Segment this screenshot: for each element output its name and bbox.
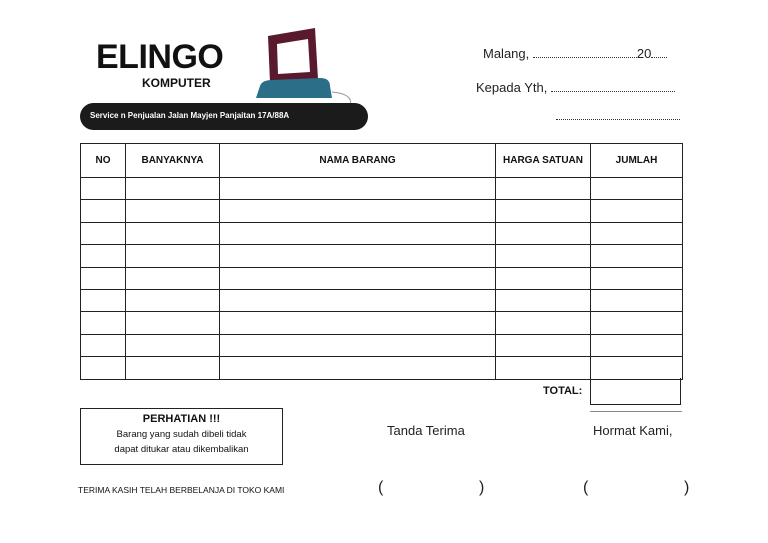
date-dots[interactable] — [533, 57, 637, 58]
table-cell[interactable] — [220, 334, 496, 356]
table-cell[interactable] — [126, 178, 220, 200]
brand-subtitle: KOMPUTER — [142, 76, 211, 90]
receiver-signature-label: Tanda Terima — [387, 423, 465, 438]
table-header-row — [81, 144, 683, 178]
col-amount: JUMLAH — [591, 144, 683, 178]
recipient-label: Kepada Yth, — [476, 80, 548, 95]
table-cell[interactable] — [126, 334, 220, 356]
table-cell[interactable] — [81, 200, 126, 222]
table-cell[interactable] — [81, 222, 126, 244]
table-cell[interactable] — [496, 222, 591, 244]
table-cell[interactable] — [591, 200, 683, 222]
table-row — [81, 267, 683, 289]
notice-line-2: dapat ditukar atau dikembalikan — [114, 444, 249, 455]
recipient-line — [476, 80, 675, 95]
table-cell[interactable] — [220, 289, 496, 311]
table-cell[interactable] — [126, 289, 220, 311]
table-cell[interactable] — [81, 178, 126, 200]
receiver-paren-open: ( — [378, 479, 384, 496]
table-cell[interactable] — [496, 357, 591, 379]
table-cell[interactable] — [591, 334, 683, 356]
recipient-line-2 — [556, 108, 680, 123]
table-row — [81, 289, 683, 311]
tagline: Service n Penjualan Jalan Mayjen Panjaitan 17A/88A — [90, 111, 290, 120]
footer-thanks: TERIMA KASIH TELAH BERBELANJA DI TOKO KAMI — [78, 485, 285, 495]
table-cell[interactable] — [126, 267, 220, 289]
table-cell[interactable] — [126, 357, 220, 379]
table-cell[interactable] — [496, 289, 591, 311]
table-row — [81, 334, 683, 356]
table-cell[interactable] — [220, 178, 496, 200]
table-cell[interactable] — [591, 222, 683, 244]
notice-line-1: Barang yang sudah dibeli tidak — [116, 429, 247, 440]
table-body — [81, 178, 683, 380]
table-cell[interactable] — [591, 267, 683, 289]
table-cell[interactable] — [126, 222, 220, 244]
table-row — [81, 357, 683, 379]
table-cell[interactable] — [81, 357, 126, 379]
table-cell[interactable] — [220, 357, 496, 379]
table-cell[interactable] — [496, 245, 591, 267]
table-cell[interactable] — [81, 245, 126, 267]
notice-title: PERHATIAN !!! — [142, 413, 221, 425]
table-cell[interactable] — [591, 245, 683, 267]
tagline-bar — [80, 103, 368, 130]
recipient-dots-2[interactable] — [556, 119, 680, 120]
table-row — [81, 200, 683, 222]
total-underline — [590, 411, 682, 412]
table-row — [81, 312, 683, 334]
sender-paren-open: ( — [583, 479, 589, 496]
col-item-name: NAMA BARANG — [220, 144, 496, 178]
table-cell[interactable] — [126, 200, 220, 222]
table-cell[interactable] — [81, 312, 126, 334]
table-cell[interactable] — [496, 334, 591, 356]
col-no: NO — [81, 144, 126, 178]
col-unit-price: HARGA SATUAN — [496, 144, 591, 178]
col-qty: BANYAKNYA — [126, 144, 220, 178]
table-cell[interactable] — [591, 312, 683, 334]
table-cell[interactable] — [126, 245, 220, 267]
table-cell[interactable] — [591, 178, 683, 200]
total-label: TOTAL: — [543, 385, 583, 397]
table-cell[interactable] — [81, 289, 126, 311]
table-cell[interactable] — [220, 222, 496, 244]
receiver-paren-close: ) — [479, 479, 485, 496]
sender-paren-close: ) — [684, 479, 690, 496]
table-cell[interactable] — [591, 289, 683, 311]
total-cell[interactable] — [590, 378, 681, 405]
table-row — [81, 245, 683, 267]
table-cell[interactable] — [220, 267, 496, 289]
table-cell[interactable] — [220, 312, 496, 334]
table-row — [81, 222, 683, 244]
brand-name: ELINGO — [96, 38, 224, 76]
sender-signature-label: Hormat Kami, — [593, 423, 673, 438]
notice-box — [80, 408, 283, 465]
recipient-dots[interactable] — [551, 91, 675, 92]
table-row — [81, 178, 683, 200]
year-prefix: 20 — [636, 46, 652, 61]
table-cell[interactable] — [591, 357, 683, 379]
table-cell[interactable] — [220, 200, 496, 222]
table-cell[interactable] — [126, 312, 220, 334]
date-line — [483, 46, 667, 61]
table-cell[interactable] — [81, 334, 126, 356]
table-cell[interactable] — [496, 312, 591, 334]
table-cell[interactable] — [220, 245, 496, 267]
year-dots[interactable] — [651, 57, 667, 58]
table-cell[interactable] — [496, 178, 591, 200]
city-label: Malang, — [483, 46, 530, 61]
table-cell[interactable] — [81, 267, 126, 289]
table-cell[interactable] — [496, 267, 591, 289]
table-cell[interactable] — [496, 200, 591, 222]
items-table — [80, 143, 683, 380]
